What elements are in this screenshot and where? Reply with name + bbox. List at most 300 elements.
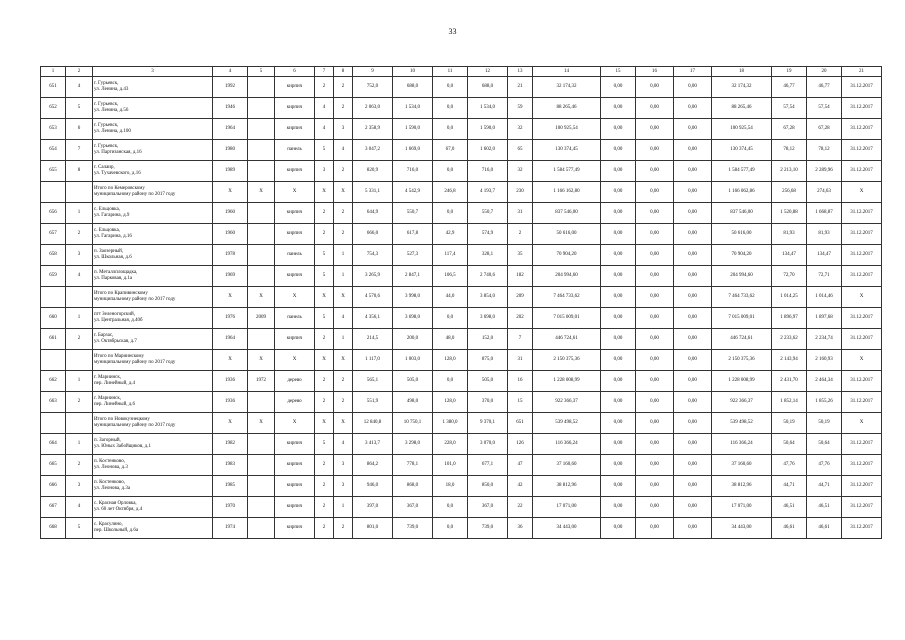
cell-own: 100 925,54 [712,119,772,140]
cell-f1: 0,00 [601,413,636,434]
cell-p: 31 [508,203,533,224]
cell-f3: 0,00 [674,287,712,308]
cell-year: 1964 [213,329,248,350]
cell-mat: кирпич [275,98,315,119]
cell-f3: 0,00 [674,434,712,455]
cell-addr: п. Заозерный, ул. Школьная, д.6 [93,245,213,266]
cell-f3: 0,00 [674,497,712,518]
cell-a12: 9 370,1 [468,413,508,434]
cell-cost: 38 812,96 [533,476,601,497]
column-header-2: 2 [66,67,93,77]
cell-p: 126 [508,434,533,455]
cell-n: 666 [41,476,66,497]
cell-u1: 1 520,88 [772,203,807,224]
cell-addr: г. Мариинск, пер. Линейный, д.4 [93,371,213,392]
cell-fl: 2 [315,224,334,245]
cell-a11: 0,0 [433,119,468,140]
cell-year: 1992 [213,77,248,98]
cell-a11: 1 380,0 [433,413,468,434]
subtotal-row [41,413,882,434]
cell-c5: X [248,413,275,434]
cell-f3: 0,00 [674,77,712,98]
cell-addr: пгт Зеленогорский, ул. Центральная, д.40б [93,308,213,329]
cell-own: 32 174,32 [712,77,772,98]
cell-c5 [248,119,275,140]
cell-cost: 204 994,60 [533,266,601,287]
cell-f3: 0,00 [674,371,712,392]
cell-cost: 539 498,52 [533,413,601,434]
cell-u1: 72,70 [772,266,807,287]
cell-a12: 677,1 [468,455,508,476]
cell-a11: 0,0 [433,518,468,539]
cell-n: 660 [41,308,66,329]
cell-a9: 801,0 [353,518,393,539]
cell-addr: с. Ельцовка, ул. Гагарина, д.9 [93,203,213,224]
cell-own: 70 904,20 [712,245,772,266]
cell-date: 31.12.2017 [842,455,882,476]
cell-f1: 0,00 [601,98,636,119]
cell-c5 [248,455,275,476]
cell-s: 2 [66,329,93,350]
cell-a9: 2 063,0 [353,98,393,119]
cell-u2: 46,77 [807,77,842,98]
cell-c4: X [213,182,248,203]
cell-f2: 0,00 [636,350,674,371]
cell-a11: 246,8 [433,182,468,203]
cell-a9: 946,0 [353,476,393,497]
cell-p: 202 [508,308,533,329]
cell-a10: 550,7 [393,203,433,224]
cell-n: 661 [41,329,66,350]
cell-s: 1 [66,203,93,224]
cell-u1: 1 896,97 [772,308,807,329]
column-header-3: 3 [93,67,213,77]
cell-a10: 716,0 [393,161,433,182]
cell-mat: кирпич [275,497,315,518]
cell-c5 [248,224,275,245]
cell-a10: 367,0 [393,497,433,518]
cell-addr: г. Гурьевск, ул. Партизанская, д.16 [93,140,213,161]
cell-f2: 0,00 [636,182,674,203]
subtotal-label: Итого по Мариинскому муниципальному району по 2017 году [93,350,213,371]
cell-addr: п. Костенково, ул. Леонова, д.3 [93,455,213,476]
cell-a11: 106,5 [433,266,468,287]
cell-year: 1978 [213,245,248,266]
column-header-14: 14 [533,67,601,77]
cell-a11: 0,0 [433,161,468,182]
table-row [41,203,882,224]
cell-c6: X [275,413,315,434]
cell-date: 31.12.2017 [842,308,882,329]
cell-cost: 70 904,20 [533,245,601,266]
subtotal-label: Итого по Крапивинскому муниципальному району по 2017 году [93,287,213,308]
cell-fl: 2 [315,203,334,224]
cell-f3: 0,00 [674,476,712,497]
cell-a10: 200,0 [393,329,433,350]
table-row [41,308,882,329]
cell-u1: 44,71 [772,476,807,497]
cell-fl: 4 [315,98,334,119]
cell-a11: 42,9 [433,224,468,245]
cell-date: X [842,182,882,203]
cell-a9: 666,0 [353,224,393,245]
table-row [41,140,882,161]
cell-fl: 2 [315,329,334,350]
cell-s: 2 [66,392,93,413]
cell-year: 1989 [213,161,248,182]
cell-c6: X [275,287,315,308]
cell-year: 1960 [213,224,248,245]
cell-p: 35 [508,245,533,266]
cell-own: 116 366,24 [712,434,772,455]
cell-u1: 1 014,25 [772,287,807,308]
cell-en: 1 [334,329,353,350]
cell-u1: 2 213,10 [772,161,807,182]
cell-a9: 214,5 [353,329,393,350]
cell-a10: 778,1 [393,455,433,476]
cell-year: 1936 [213,392,248,413]
cell-f1: 0,00 [601,161,636,182]
cell-a10: 4 542,9 [393,182,433,203]
column-header-6: 6 [275,67,315,77]
cell-u1: 81,93 [772,224,807,245]
cell-a9: 3 413,7 [353,434,393,455]
cell-a10: 1 590,0 [393,119,433,140]
cell-a12: 850,0 [468,476,508,497]
cell-year: 1985 [213,476,248,497]
cell-f2: 0,00 [636,497,674,518]
cell-cost: 88 265,46 [533,98,601,119]
cell-f1: 0,00 [601,350,636,371]
cell-fl: 5 [315,434,334,455]
cell-mat: кирпич [275,266,315,287]
cell-p: 230 [508,182,533,203]
subtotal-row [41,287,882,308]
cell-p: 42 [508,476,533,497]
cell-n: 667 [41,497,66,518]
cell-c8: X [334,182,353,203]
cell-a12: 1 534,0 [468,98,508,119]
cell-en: 4 [334,308,353,329]
cell-fl: 5 [315,308,334,329]
cell-mat: кирпич [275,119,315,140]
cell-year: 1983 [213,455,248,476]
cell-u1: 50,64 [772,434,807,455]
header-row [41,67,882,77]
table-row [41,224,882,245]
cell-a9: 4 356,1 [353,308,393,329]
cell-a12: 152,0 [468,329,508,350]
cell-cost: 37 160,60 [533,455,601,476]
cell-own: 88 265,46 [712,98,772,119]
cell-a11: 0,0 [433,308,468,329]
cell-p: 32 [508,119,533,140]
cell-addr: с. Красулино, пер. Школьный, д.6а [93,518,213,539]
cell-en: 3 [334,119,353,140]
cell-cost: 1 584 577,49 [533,161,601,182]
cell-mat: кирпич [275,203,315,224]
cell-p: 2 [508,224,533,245]
cell-u2: 47,76 [807,455,842,476]
cell-c5 [248,77,275,98]
cell-f1: 0,00 [601,266,636,287]
cell-own: 1 584 577,49 [712,161,772,182]
cell-c5: X [248,287,275,308]
cell-a11: 18,0 [433,476,468,497]
cell-c5 [248,497,275,518]
cell-u1: 2 233,62 [772,329,807,350]
cell-p: 209 [508,287,533,308]
column-header-11: 11 [433,67,468,77]
cell-f1: 0,00 [601,245,636,266]
cell-u2: 72,71 [807,266,842,287]
cell-cost: 446 724,61 [533,329,601,350]
cell-c4: X [213,350,248,371]
cell-mat: кирпич [275,455,315,476]
cell-a12: 875,0 [468,350,508,371]
cell-u1: 2 431,70 [772,371,807,392]
cell-u2: 274,63 [807,182,842,203]
empty-cell [66,413,93,434]
cell-c7: X [315,182,334,203]
empty-cell [66,350,93,371]
cell-f1: 0,00 [601,476,636,497]
cell-u2: 1 014,46 [807,287,842,308]
cell-own: 34 443,00 [712,518,772,539]
column-header-10: 10 [393,67,433,77]
cell-p: 182 [508,266,533,287]
cell-c5 [248,203,275,224]
cell-addr: с. Ельцовка, ул. Гагарина, д.16 [93,224,213,245]
cell-u1: 2 143,94 [772,350,807,371]
cell-date: 31.12.2017 [842,161,882,182]
empty-cell [41,287,66,308]
cell-own: 2 150 375,36 [712,350,772,371]
cell-a10: 1 003,0 [393,350,433,371]
cell-c5 [248,245,275,266]
cell-f3: 0,00 [674,161,712,182]
cell-a11: 117,4 [433,245,468,266]
cell-addr: п. Костенково, ул. Леонова, д.3а [93,476,213,497]
cell-a12: 688,0 [468,77,508,98]
cell-c5 [248,518,275,539]
cell-s: 1 [66,308,93,329]
cell-c7: X [315,413,334,434]
cell-mat: кирпич [275,518,315,539]
cell-addr: г. Гурьевск, ул. Ленина, д.43 [93,77,213,98]
cell-cost: 130 374,45 [533,140,601,161]
cell-a12: 3 070,0 [468,434,508,455]
cell-u1: 46,61 [772,518,807,539]
cell-u2: 134,47 [807,245,842,266]
cell-fl: 2 [315,392,334,413]
cell-f2: 0,00 [636,266,674,287]
cell-f1: 0,00 [601,518,636,539]
cell-c7: X [315,350,334,371]
cell-f1: 0,00 [601,497,636,518]
table-row [41,518,882,539]
cell-own: 837 546,00 [712,203,772,224]
cell-u2: 46,61 [807,518,842,539]
cell-a12: 550,7 [468,203,508,224]
cell-p: 31 [508,350,533,371]
cell-cost: 922 366,37 [533,392,601,413]
cell-en: 2 [334,371,353,392]
cell-a9: 4 570,6 [353,287,393,308]
cell-p: 21 [508,77,533,98]
cell-year: 1936 [213,371,248,392]
cell-own: 38 812,96 [712,476,772,497]
cell-a11: 128,0 [433,392,468,413]
cell-year: 1974 [213,518,248,539]
cell-a9: 752,0 [353,77,393,98]
cell-u1: 67,28 [772,119,807,140]
cell-f2: 0,00 [636,392,674,413]
cell-p: 16 [508,371,533,392]
cell-f3: 0,00 [674,140,712,161]
cell-a12: 1 602,0 [468,140,508,161]
cell-u2: 1 855,26 [807,392,842,413]
housing-register-table [40,66,882,539]
cell-a10: 739,0 [393,518,433,539]
cell-p: 22 [508,497,533,518]
cell-f3: 0,00 [674,392,712,413]
cell-u2: 78,12 [807,140,842,161]
cell-u1: 1 852,14 [772,392,807,413]
cell-f1: 0,00 [601,224,636,245]
cell-a10: 3 298,0 [393,434,433,455]
cell-date: 31.12.2017 [842,140,882,161]
cell-mat: кирпич [275,434,315,455]
cell-en: 2 [334,98,353,119]
cell-p: 36 [508,518,533,539]
cell-fl: 2 [315,476,334,497]
cell-u2: 2 464,34 [807,371,842,392]
column-header-1: 1 [41,67,66,77]
cell-date: 31.12.2017 [842,434,882,455]
cell-cost: 1 166 162,80 [533,182,601,203]
cell-f2: 0,00 [636,140,674,161]
cell-en: 1 [334,266,353,287]
cell-fl: 5 [315,140,334,161]
cell-f1: 0,00 [601,287,636,308]
cell-f3: 0,00 [674,518,712,539]
cell-f3: 0,00 [674,119,712,140]
cell-f2: 0,00 [636,371,674,392]
cell-f3: 0,00 [674,413,712,434]
cell-p: 651 [508,413,533,434]
empty-cell [41,350,66,371]
cell-f1: 0,00 [601,329,636,350]
cell-u1: 46,77 [772,77,807,98]
cell-u1: 78,12 [772,140,807,161]
cell-year: 1964 [213,119,248,140]
cell-c5 [248,161,275,182]
cell-a11: 0,0 [433,77,468,98]
cell-year: 1969 [213,266,248,287]
table-row [41,455,882,476]
cell-a11: 67,0 [433,140,468,161]
cell-n: 668 [41,518,66,539]
cell-c5: 2009 [248,308,275,329]
cell-date: 31.12.2017 [842,329,882,350]
cell-u1: 256,68 [772,182,807,203]
cell-en: 2 [334,518,353,539]
cell-n: 664 [41,434,66,455]
cell-mat: кирпич [275,161,315,182]
cell-date: 31.12.2017 [842,224,882,245]
cell-u1: 134,47 [772,245,807,266]
cell-cost: 7 015 009,01 [533,308,601,329]
cell-date: 31.12.2017 [842,245,882,266]
cell-a9: 565,1 [353,371,393,392]
cell-n: 658 [41,245,66,266]
cell-en: 2 [334,203,353,224]
cell-c5: X [248,350,275,371]
cell-c5 [248,434,275,455]
cell-date: 31.12.2017 [842,266,882,287]
cell-a11: 0,0 [433,98,468,119]
cell-date: X [842,413,882,434]
cell-n: 651 [41,77,66,98]
cell-c5 [248,266,275,287]
cell-mat: кирпич [275,476,315,497]
cell-mat: дерево [275,371,315,392]
cell-f3: 0,00 [674,224,712,245]
column-header-18: 18 [712,67,772,77]
cell-year: 1946 [213,98,248,119]
cell-cost: 837 546,00 [533,203,601,224]
cell-f3: 0,00 [674,182,712,203]
cell-c5 [248,140,275,161]
cell-a12: 3 854,0 [468,287,508,308]
cell-own: 922 366,37 [712,392,772,413]
page-number: 33 [448,27,457,36]
cell-mat: панель [275,140,315,161]
cell-a10: 1 534,0 [393,98,433,119]
cell-en: 4 [334,434,353,455]
cell-a10: 3 698,0 [393,308,433,329]
empty-cell [41,182,66,203]
cell-year: 1970 [213,497,248,518]
cell-a10: 1 669,0 [393,140,433,161]
cell-u2: 46,51 [807,497,842,518]
column-header-4: 4 [213,67,248,77]
cell-f1: 0,00 [601,182,636,203]
empty-cell [66,182,93,203]
cell-fl: 5 [315,266,334,287]
cell-own: 50 616,00 [712,224,772,245]
cell-fl: 5 [315,245,334,266]
cell-date: 31.12.2017 [842,392,882,413]
cell-s: 5 [66,98,93,119]
cell-s: 4 [66,497,93,518]
cell-c5 [248,476,275,497]
cell-n: 662 [41,371,66,392]
cell-fl: 2 [315,371,334,392]
cell-a10: 527,3 [393,245,433,266]
cell-s: 3 [66,245,93,266]
cell-s: 1 [66,371,93,392]
cell-addr: г. Гурьевск, ул. Ленина, д.56 [93,98,213,119]
column-header-8: 8 [334,67,353,77]
cell-f3: 0,00 [674,245,712,266]
column-header-12: 12 [468,67,508,77]
cell-a11: 48,0 [433,329,468,350]
cell-en: 2 [334,392,353,413]
cell-fl: 2 [315,497,334,518]
cell-s: 4 [66,266,93,287]
